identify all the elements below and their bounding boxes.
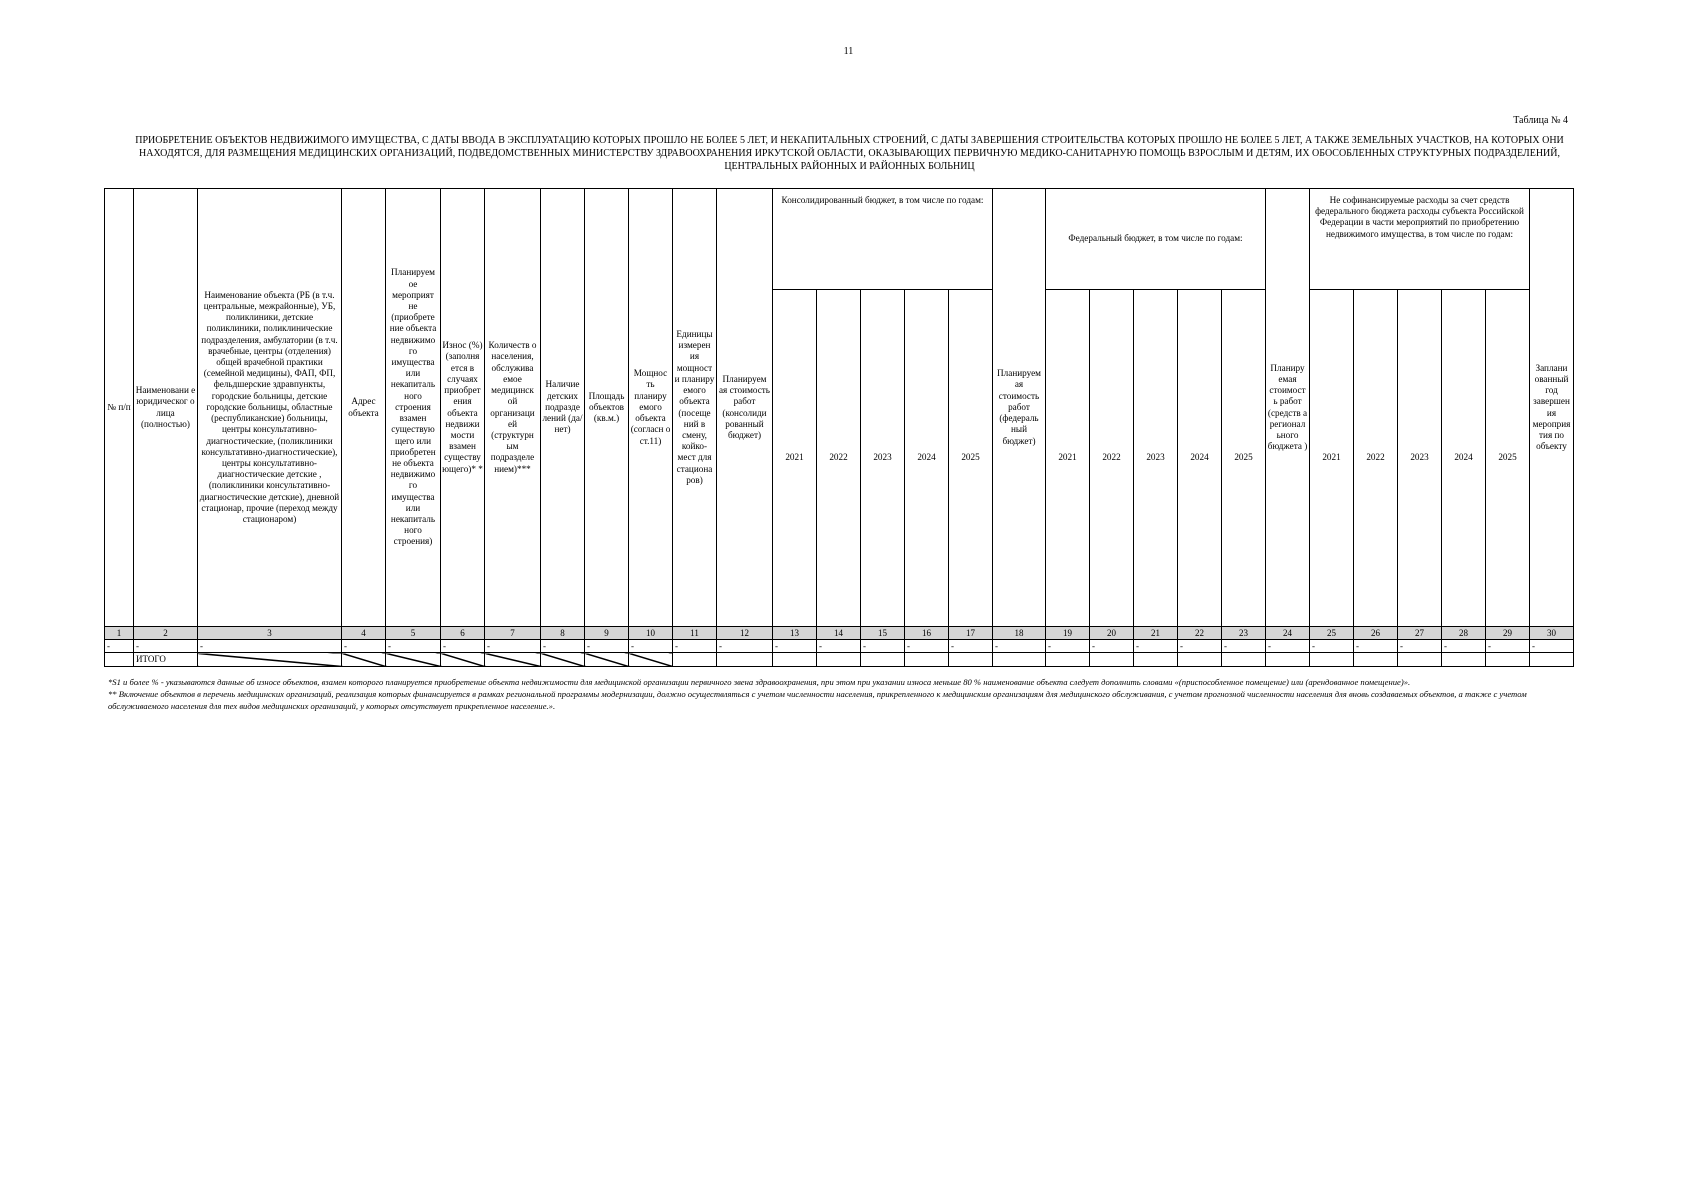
year-header: 2021 — [773, 290, 817, 627]
column-number: 21 — [1134, 627, 1178, 640]
header-col-2: Наименовани е юридическог о лица (полностью) — [134, 189, 198, 627]
column-number: 28 — [1442, 627, 1486, 640]
page-number: 11 — [843, 46, 854, 57]
year-header: 2024 — [905, 290, 949, 627]
table-cell: - — [342, 640, 386, 653]
footnote-2: ** Включение объектов в перечень медицинских организаций, реализация которых финансируется в рамках региональной программы модернизации, должно осуществляться с учетом численности населения, прикрепленного к медицинским организациям для медицинского обслуживания, с учетом прогнозной численности населения для вновь создаваемых объектов, а также с учетом обслуживаемого населения для тех видов медицинских организаций, у которых отсутствует прикрепленное население.». — [108, 689, 1527, 711]
table-cell: - — [1486, 640, 1530, 653]
total-cell — [441, 653, 485, 667]
header-group-federal: Федеральный бюджет, в том числе по годам: — [1046, 189, 1266, 290]
column-number: 9 — [585, 627, 629, 640]
year-header: 2025 — [1222, 290, 1266, 627]
total-cell — [1222, 653, 1266, 667]
table-cell: - — [905, 640, 949, 653]
table-cell: - — [585, 640, 629, 653]
table-cell: - — [817, 640, 861, 653]
header-col-30: Заплани ованный год завершен ия мероприя тия по объекту — [1530, 189, 1574, 627]
table-cell: - — [1310, 640, 1354, 653]
header-col-24: Планиру емая стоимост ь работ (средств а регионал ьного бюджета ) — [1266, 189, 1310, 627]
table-cell: - — [773, 640, 817, 653]
total-cell — [1134, 653, 1178, 667]
total-cell — [1046, 653, 1090, 667]
column-number: 30 — [1530, 627, 1574, 640]
year-header: 2023 — [861, 290, 905, 627]
year-header: 2025 — [949, 290, 993, 627]
total-cell — [717, 653, 773, 667]
table-cell: - — [993, 640, 1046, 653]
table-cell: - — [673, 640, 717, 653]
column-number: 12 — [717, 627, 773, 640]
year-header: 2021 — [1046, 290, 1090, 627]
footnotes — [108, 676, 1538, 712]
column-number: 13 — [773, 627, 817, 640]
header-col-12: Планируем ая стоимость работ (консолиди рованный бюджет) — [717, 189, 773, 627]
table-cell: - — [1530, 640, 1574, 653]
header-group-consolidated: Консолидированный бюджет, в том числе по годам: — [773, 189, 993, 290]
column-number: 20 — [1090, 627, 1134, 640]
total-cell — [1266, 653, 1310, 667]
year-header: 2021 — [1310, 290, 1354, 627]
year-header: 2024 — [1178, 290, 1222, 627]
column-number: 7 — [485, 627, 541, 640]
table-cell: - — [1090, 640, 1134, 653]
table-cell: - — [1178, 640, 1222, 653]
year-header: 2022 — [817, 290, 861, 627]
table-cell: - — [541, 640, 585, 653]
column-number: 23 — [1222, 627, 1266, 640]
header-row-top — [105, 189, 1574, 290]
column-number-row — [105, 627, 1574, 640]
year-header: 2023 — [1134, 290, 1178, 627]
column-number: 4 — [342, 627, 386, 640]
header-col-9: Площадь объектов (кв.м.) — [585, 189, 629, 627]
table-cell: - — [1398, 640, 1442, 653]
column-number: 26 — [1354, 627, 1398, 640]
total-cell — [1354, 653, 1398, 667]
total-cell — [673, 653, 717, 667]
column-number: 8 — [541, 627, 585, 640]
table-cell: - — [134, 640, 198, 653]
table-cell: - — [485, 640, 541, 653]
total-cell — [386, 653, 441, 667]
table-cell: - — [1266, 640, 1310, 653]
column-number: 24 — [1266, 627, 1310, 640]
table-cell: - — [105, 640, 134, 653]
total-cell — [1530, 653, 1574, 667]
table-cell: - — [1222, 640, 1266, 653]
total-cell — [1178, 653, 1222, 667]
total-cell — [817, 653, 861, 667]
table-cell: - — [1442, 640, 1486, 653]
total-cell — [105, 653, 134, 667]
year-header: 2022 — [1354, 290, 1398, 627]
year-header: 2024 — [1442, 290, 1486, 627]
total-label: ИТОГО — [134, 653, 198, 667]
header-col-6: Износ (%) (заполня ется в случаях приобрет ения объекта недвижи мости взамен существу ющего)* * — [441, 189, 485, 627]
table-cell: - — [386, 640, 441, 653]
year-header: 2025 — [1486, 290, 1530, 627]
total-cell — [861, 653, 905, 667]
table-cell: - — [1354, 640, 1398, 653]
table-cell: - — [629, 640, 673, 653]
total-cell — [342, 653, 386, 667]
document-title: ПРИОБРЕТЕНИЕ ОБЪЕКТОВ НЕДВИЖИМОГО ИМУЩЕСТВА, С ДАТЫ ВВОДА В ЭКСПЛУАТАЦИЮ КОТОРЫХ ПРОШЛО НЕ БОЛЕЕ 5 ЛЕТ, И НЕКАПИТАЛЬНЫХ СТРОЕНИЙ, С ДАТЫ ЗАВЕРШЕНИЯ СТРОИТЕЛЬСТВА КОТОРЫХ ПРОШЛО НЕ БОЛЕЕ 5 ЛЕТ, А ТАКЖЕ ЗЕМЕЛЬНЫХ УЧАСТКОВ, НА КОТОРЫХ ОНИ НАХОДЯТСЯ, ДЛЯ РАЗМЕЩЕНИЯ МЕДИЦИНСКИХ ОРГАНИЗАЦИЙ, ПОДВЕДОМСТВЕННЫХ МИНИСТЕРСТВУ ЗДРАВООХРАНЕНИЯ ИРКУТСКОЙ ОБЛАСТИ, ОКАЗЫВАЮЩИХ ПЕРВИЧНУЮ МЕДИКО-САНИТАРНУЮ ПОМОЩЬ ВЗРОСЛЫМ И ДЕТЯМ, ИХ ОБОСОБЛЕННЫХ СТРУКТУРНЫХ ПОДРАЗДЕЛЕНИЙ, ЦЕНТРАЛЬНЫХ РАЙОННЫХ И РАЙОННЫХ БОЛЬНИЦ — [135, 135, 1564, 172]
total-cell — [993, 653, 1046, 667]
header-col-8: Наличие детских подразде лений (да/нет) — [541, 189, 585, 627]
column-number: 10 — [629, 627, 673, 640]
column-number: 14 — [817, 627, 861, 640]
table-cell: - — [1134, 640, 1178, 653]
total-cell — [585, 653, 629, 667]
table-cell: - — [861, 640, 905, 653]
header-col-3: Наименование объекта (РБ (в т.ч. центральные, межрайонные), УБ, поликлиники, детские поликлиники, поликлинические подразделения, амбулатории (в т.ч. врачебные, центры (отделения) общей врачебной практики (семейной медицины), ФАП, ФП, фельдшерские здравпункты, городские больницы, детские городские больницы, областные (республиканские) больницы, центры консультативно-диагностические, (поликлиники консультативно-диагностические), центры консультативно-диагностические детские , (поликлиники консультативно-диагностические детские), дневной стационар, прочие (переход между стационаром) — [198, 189, 342, 627]
header-col-10: Мощнос ть планиру емого объекта (согласн о ст.11) — [629, 189, 673, 627]
total-cell — [773, 653, 817, 667]
header-col-11: Единицы измерен ия мощност и планиру емого объекта (посеще ний в смену, койко-мест для стациона ров) — [673, 189, 717, 627]
total-cell — [541, 653, 585, 667]
year-header: 2022 — [1090, 290, 1134, 627]
total-cell — [485, 653, 541, 667]
column-number: 5 — [386, 627, 441, 640]
table-cell: - — [949, 640, 993, 653]
column-number: 2 — [134, 627, 198, 640]
header-col-5: Планируем ое мероприят не (приобрете ние объекта недвижимо го имущества или некапиталь ного строения взамен существую щего или приобретен не объекта недвижимо го имущества или некапиталь ного строения) — [386, 189, 441, 627]
total-cell — [905, 653, 949, 667]
total-cell — [1442, 653, 1486, 667]
header-col-4: Адрес объекта — [342, 189, 386, 627]
table-row — [105, 640, 1574, 653]
column-number: 6 — [441, 627, 485, 640]
column-number: 19 — [1046, 627, 1090, 640]
total-cell — [1398, 653, 1442, 667]
table-cell: - — [198, 640, 342, 653]
table-cell: - — [1046, 640, 1090, 653]
total-cell — [1090, 653, 1134, 667]
main-table — [104, 188, 1574, 667]
column-number: 18 — [993, 627, 1046, 640]
column-number: 1 — [105, 627, 134, 640]
total-cell — [1486, 653, 1530, 667]
header-col-7: Количеств о населения, обслужива емое медицинск ой организаци ей (структурн ым подразделе нием)*** — [485, 189, 541, 627]
total-cell — [949, 653, 993, 667]
total-cell — [1310, 653, 1354, 667]
column-number: 25 — [1310, 627, 1354, 640]
table-cell: - — [441, 640, 485, 653]
table-label: Таблица № 4 — [1513, 115, 1568, 126]
column-number: 22 — [1178, 627, 1222, 640]
column-number: 17 — [949, 627, 993, 640]
year-header: 2023 — [1398, 290, 1442, 627]
header-col-18: Планируем ая стоимость работ (федераль ный бюджет) — [993, 189, 1046, 627]
column-number: 15 — [861, 627, 905, 640]
column-number: 11 — [673, 627, 717, 640]
total-cell — [198, 653, 342, 667]
column-number: 16 — [905, 627, 949, 640]
header-col-1: № п/п — [105, 189, 134, 627]
column-number: 29 — [1486, 627, 1530, 640]
table-cell: - — [717, 640, 773, 653]
total-cell — [629, 653, 673, 667]
total-row — [105, 653, 1574, 667]
header-group-regional: Не софинансируемые расходы за счет средств федерального бюджета расходы субъекта Российской Федерации в части мероприятий по приобретению недвижимого имущества, в том числе по годам: — [1310, 189, 1530, 290]
column-number: 27 — [1398, 627, 1442, 640]
footnote-1: *S1 и более % - указываются данные об износе объектов, взамен которого планируется приобретение объекта недвижимости для медицинской организации первичного звена здравоохранения, при этом при указании износа меньше 80 % наименование объекта следует дополнить словами «(приспособленное помещение) или (арендованное помещение)». — [108, 677, 1411, 687]
column-number: 3 — [198, 627, 342, 640]
